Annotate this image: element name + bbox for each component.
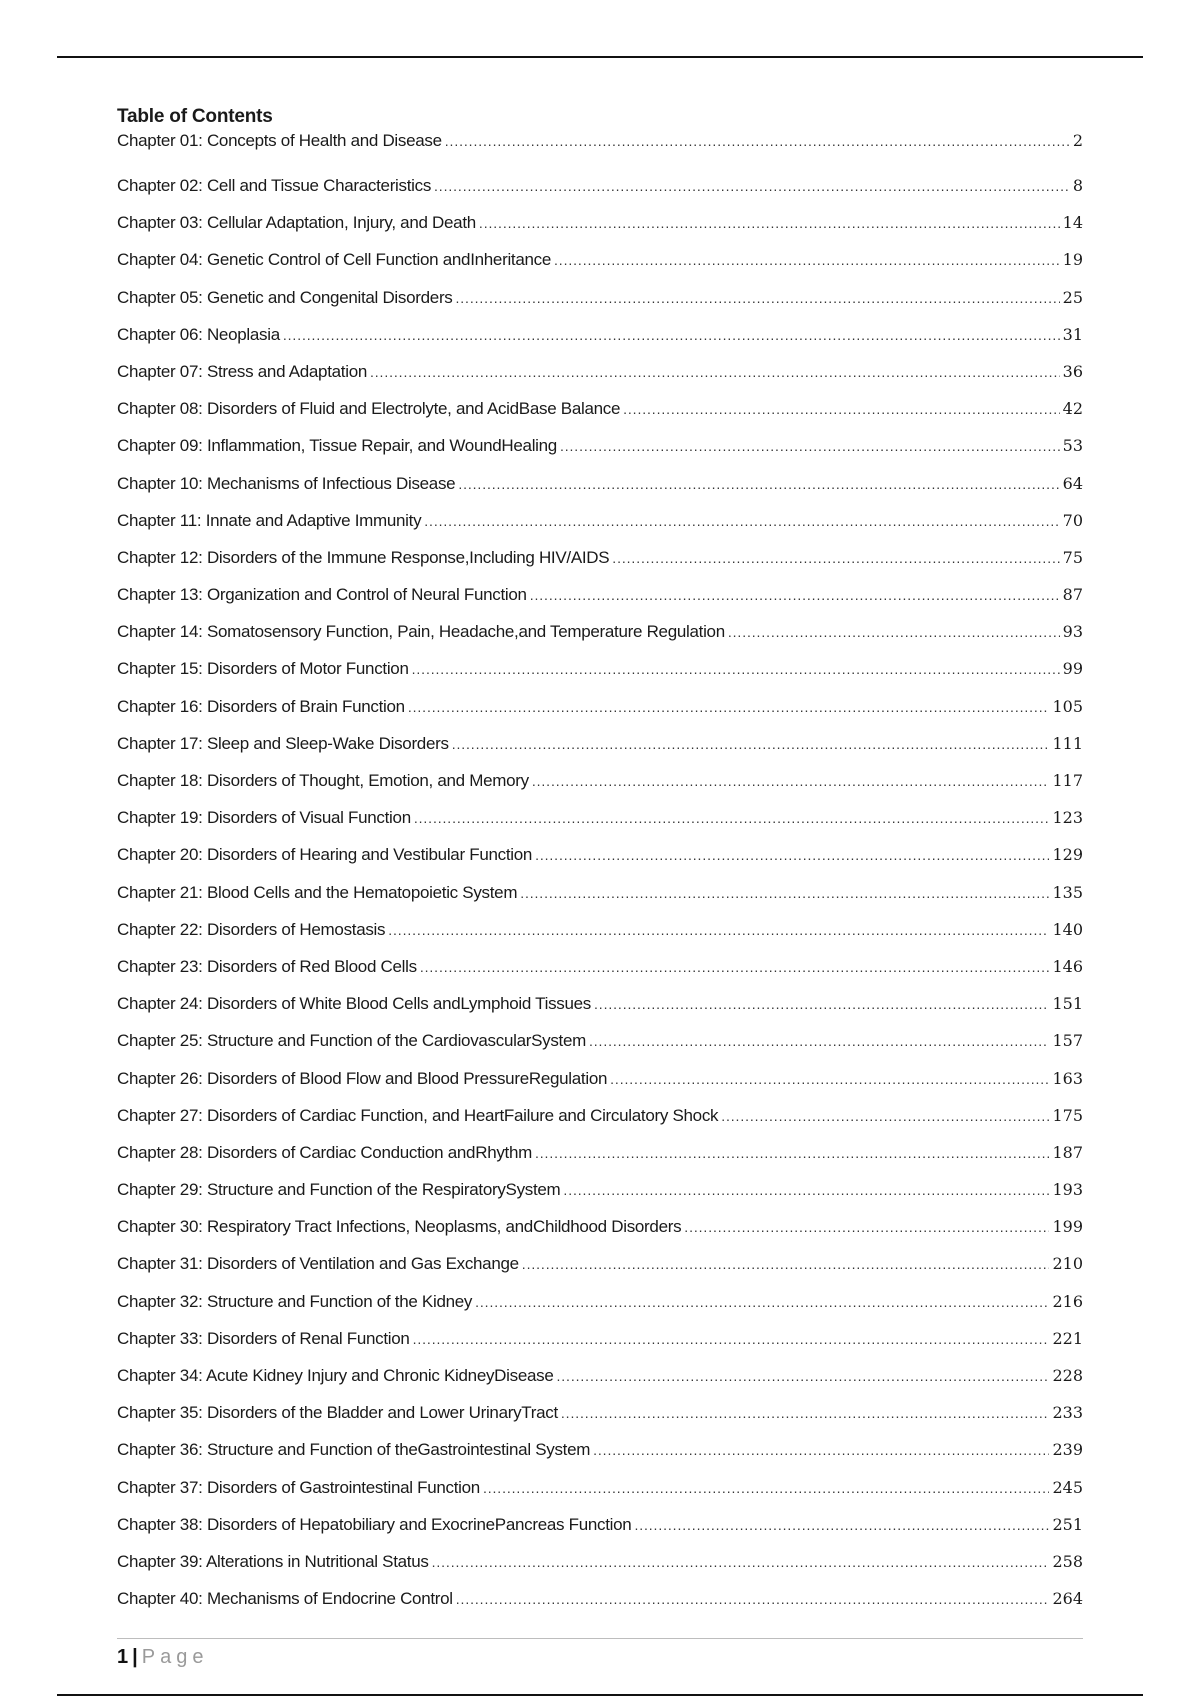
- toc-entry-title: Chapter 16: Disorders of Brain Function: [117, 696, 405, 716]
- toc-entry-36[interactable]: [117, 1431, 1083, 1468]
- toc-entry-page: 228: [1052, 1366, 1083, 1385]
- dot-leader: [479, 205, 1060, 242]
- toc-entry-27[interactable]: [117, 1097, 1083, 1134]
- toc-entry-title: Chapter 07: Stress and Adaptation: [117, 361, 367, 381]
- toc-entry-title: Chapter 36: Structure and Function of theGastrointestinal System: [117, 1440, 591, 1460]
- toc-entry-page: 14: [1062, 213, 1083, 233]
- toc-entry-21[interactable]: [117, 874, 1083, 911]
- toc-entry-title: Chapter 40: Mechanisms of Endocrine Control: [117, 1589, 453, 1609]
- dot-leader: [684, 1209, 1049, 1246]
- dot-leader: [456, 280, 1060, 317]
- dot-leader: [413, 1321, 1050, 1358]
- toc-entry-40[interactable]: [117, 1580, 1083, 1617]
- toc-entry-title: Chapter 31: Disorders of Ventilation and Gas Exchange: [117, 1254, 519, 1274]
- toc-entry-19[interactable]: [117, 799, 1083, 836]
- toc-entry-page: 31: [1062, 324, 1083, 344]
- toc-entry-34[interactable]: [117, 1357, 1083, 1394]
- toc-entry-page: 36: [1062, 361, 1083, 381]
- toc-entry-12[interactable]: [117, 539, 1083, 576]
- toc-entry-page: 221: [1052, 1328, 1083, 1348]
- toc-entry-title: Chapter 23: Disorders of Red Blood Cells: [117, 956, 417, 976]
- dot-leader: [412, 651, 1060, 688]
- toc-entry-title: Chapter 19: Disorders of Visual Function: [117, 808, 411, 828]
- toc-entry-title: Chapter 14: Somatosensory Function, Pain, Headache,and Temperature Regulation: [117, 622, 725, 642]
- dot-leader: [520, 875, 1049, 912]
- table-of-contents: [117, 104, 1083, 1617]
- toc-entry-3[interactable]: [117, 204, 1083, 241]
- toc-entry-page: 199: [1052, 1217, 1083, 1237]
- dot-leader: [408, 689, 1050, 726]
- toc-entry-32[interactable]: [117, 1283, 1083, 1320]
- toc-entry-title: Chapter 35: Disorders of the Bladder and Lower UrinaryTract: [117, 1403, 558, 1423]
- toc-entry-1[interactable]: [117, 130, 1083, 152]
- toc-entry-page: 111: [1052, 733, 1083, 753]
- toc-entry-24[interactable]: [117, 985, 1083, 1022]
- footer-page-label: Page: [141, 1646, 209, 1668]
- toc-entry-22[interactable]: [117, 911, 1083, 948]
- toc-entry-page: 216: [1052, 1291, 1083, 1311]
- toc-entry-26[interactable]: [117, 1060, 1083, 1097]
- toc-entry-10[interactable]: [117, 465, 1083, 502]
- toc-entry-page: 19: [1062, 250, 1083, 270]
- toc-entry-4[interactable]: [117, 241, 1083, 278]
- toc-entry-page: 264: [1052, 1589, 1083, 1609]
- toc-entry-20[interactable]: [117, 836, 1083, 873]
- toc-entry-title: Chapter 33: Disorders of Renal Function: [117, 1328, 410, 1348]
- toc-entry-title: Chapter 02: Cell and Tissue Characteristics: [117, 176, 432, 195]
- toc-entry-6[interactable]: [117, 316, 1083, 353]
- toc-entry-title: Chapter 22: Disorders of Hemostasis: [117, 919, 386, 939]
- toc-entry-page: 93: [1062, 622, 1083, 642]
- toc-entry-39[interactable]: [117, 1543, 1083, 1580]
- toc-entry-page: 64: [1062, 473, 1083, 493]
- toc-entry-page: 163: [1052, 1068, 1083, 1088]
- dot-leader: [420, 949, 1050, 986]
- dot-leader: [623, 391, 1060, 428]
- dot-leader: [370, 354, 1060, 391]
- toc-entry-page: 251: [1052, 1514, 1083, 1534]
- toc-entry-9[interactable]: [117, 427, 1083, 464]
- toc-entry-30[interactable]: [117, 1208, 1083, 1245]
- toc-entry-title: Chapter 10: Mechanisms of Infectious Disease: [117, 473, 456, 493]
- toc-entry-page: 157: [1052, 1031, 1083, 1051]
- dot-leader: [283, 317, 1060, 354]
- toc-entry-23[interactable]: [117, 948, 1083, 985]
- dot-leader: [594, 986, 1049, 1023]
- dot-leader: [721, 1098, 1049, 1135]
- dot-leader: [589, 1023, 1049, 1060]
- toc-entry-13[interactable]: [117, 576, 1083, 613]
- dot-leader: [554, 242, 1060, 279]
- toc-entry-title: Chapter 15: Disorders of Motor Function: [117, 659, 409, 679]
- toc-entry-title: Chapter 38: Disorders of Hepatobiliary and ExocrinePancreas Function: [117, 1514, 632, 1534]
- toc-entry-7[interactable]: [117, 353, 1083, 390]
- toc-entry-title: Chapter 18: Disorders of Thought, Emotion, and Memory: [117, 771, 529, 790]
- page-footer: [117, 1643, 208, 1671]
- toc-entry-title: Chapter 32: Structure and Function of the Kidney: [117, 1291, 473, 1311]
- toc-entry-title: Chapter 34: Acute Kidney Injury and Chronic KidneyDisease: [117, 1366, 554, 1385]
- toc-entry-page: 70: [1062, 510, 1083, 530]
- toc-entry-page: 135: [1052, 882, 1083, 902]
- dot-leader: [434, 168, 1070, 205]
- toc-entry-page: 53: [1062, 436, 1083, 456]
- toc-title: Table of Contents: [117, 106, 273, 127]
- toc-entry-page: 258: [1052, 1551, 1083, 1571]
- dot-leader: [634, 1507, 1049, 1544]
- toc-entry-page: 129: [1052, 845, 1083, 865]
- toc-entry-title: Chapter 24: Disorders of White Blood Cells andLymphoid Tissues: [117, 994, 592, 1014]
- toc-entry-title: Chapter 39: Alterations in Nutritional Status: [117, 1551, 429, 1571]
- dot-leader: [432, 1544, 1050, 1581]
- dot-leader: [388, 912, 1049, 949]
- toc-entry-title: Chapter 29: Structure and Function of the RespiratorySystem: [117, 1180, 561, 1200]
- toc-entry-31[interactable]: [117, 1245, 1083, 1282]
- toc-entry-page: 25: [1062, 287, 1083, 307]
- footer-separator: |: [132, 1646, 138, 1668]
- toc-entry-38[interactable]: [117, 1506, 1083, 1543]
- toc-entry-page: 99: [1062, 659, 1083, 679]
- dot-leader: [728, 614, 1060, 651]
- toc-entry-page: 193: [1052, 1180, 1083, 1200]
- toc-entry-title: Chapter 25: Structure and Function of the CardiovascularSystem: [117, 1031, 586, 1051]
- toc-entry-page: 233: [1052, 1403, 1083, 1423]
- bottom-rule: [57, 1694, 1143, 1696]
- toc-entry-page: 75: [1062, 547, 1083, 567]
- toc-entry-title: Chapter 06: Neoplasia: [117, 324, 280, 344]
- toc-entry-14[interactable]: [117, 613, 1083, 650]
- toc-entry-title: Chapter 37: Disorders of Gastrointestinal Function: [117, 1477, 480, 1497]
- header-rule: [57, 56, 1143, 58]
- toc-entry-35[interactable]: [117, 1394, 1083, 1431]
- toc-entry-page: 42: [1062, 399, 1083, 419]
- toc-entry-title: Chapter 20: Disorders of Hearing and Vestibular Function: [117, 845, 533, 865]
- dot-leader: [610, 1061, 1049, 1098]
- toc-entry-title: Chapter 27: Disorders of Cardiac Function, and HeartFailure and Circulatory Shock: [117, 1105, 719, 1125]
- toc-entry-page: 117: [1052, 771, 1083, 790]
- toc-entry-15[interactable]: [117, 650, 1083, 687]
- dot-leader: [456, 1581, 1050, 1618]
- toc-entry-page: 146: [1052, 956, 1083, 976]
- dot-leader: [560, 428, 1060, 465]
- dot-leader: [593, 1432, 1049, 1469]
- dot-leader: [424, 503, 1059, 540]
- toc-entry-title: Chapter 28: Disorders of Cardiac Conduction andRhythm: [117, 1142, 532, 1162]
- toc-entry-title: Chapter 30: Respiratory Tract Infections, Neoplasms, andChildhood Disorders: [117, 1217, 682, 1237]
- toc-entry-page: 245: [1052, 1477, 1083, 1497]
- dot-leader: [612, 540, 1059, 577]
- toc-entry-2[interactable]: [117, 167, 1083, 204]
- dot-leader: [414, 800, 1050, 837]
- footer-page-number: 1: [117, 1646, 129, 1668]
- dot-leader: [535, 837, 1049, 874]
- toc-entry-page: 105: [1052, 696, 1083, 716]
- toc-entry-title: Chapter 05: Genetic and Congenital Disorders: [117, 287, 453, 307]
- footer-rule: [117, 1638, 1083, 1639]
- dot-leader: [452, 726, 1050, 763]
- toc-entry-page: 2: [1072, 131, 1083, 150]
- toc-entry-11[interactable]: [117, 502, 1083, 539]
- toc-entry-title: Chapter 04: Genetic Control of Cell Function andInheritance: [117, 250, 552, 270]
- toc-entry-page: 175: [1052, 1105, 1083, 1125]
- dot-leader: [458, 466, 1059, 503]
- dot-leader: [557, 1358, 1050, 1395]
- toc-entry-17[interactable]: [117, 725, 1083, 762]
- toc-entry-page: 210: [1052, 1254, 1083, 1274]
- toc-entry-5[interactable]: [117, 279, 1083, 316]
- toc-entry-title: Chapter 09: Inflammation, Tissue Repair, and WoundHealing: [117, 436, 557, 456]
- dot-leader: [522, 1246, 1050, 1283]
- toc-list: [117, 130, 1083, 1617]
- toc-entry-16[interactable]: [117, 688, 1083, 725]
- dot-leader: [445, 130, 1070, 152]
- dot-leader: [475, 1284, 1049, 1321]
- toc-entry-title: Chapter 12: Disorders of the Immune Response,Including HIV/AIDS: [117, 547, 610, 567]
- toc-entry-page: 187: [1052, 1142, 1083, 1162]
- toc-entry-title: Chapter 08: Disorders of Fluid and Electrolyte, and AcidBase Balance: [117, 399, 621, 419]
- toc-entry-title: Chapter 11: Innate and Adaptive Immunity: [117, 510, 422, 530]
- toc-entry-page: 8: [1072, 176, 1083, 195]
- toc-entry-title: Chapter 21: Blood Cells and the Hematopoietic System: [117, 882, 518, 902]
- toc-entry-title: Chapter 13: Organization and Control of Neural Function: [117, 585, 527, 605]
- toc-entry-title: Chapter 01: Concepts of Health and Disease: [117, 131, 442, 150]
- dot-leader: [530, 577, 1060, 614]
- toc-entry-37[interactable]: [117, 1469, 1083, 1506]
- toc-entry-28[interactable]: [117, 1134, 1083, 1171]
- dot-leader: [532, 763, 1050, 800]
- dot-leader: [483, 1470, 1049, 1507]
- toc-entry-page: 239: [1052, 1440, 1083, 1460]
- toc-entry-page: 140: [1052, 919, 1083, 939]
- toc-entry-8[interactable]: [117, 390, 1083, 427]
- toc-entry-page: 151: [1052, 994, 1083, 1014]
- toc-entry-25[interactable]: [117, 1022, 1083, 1059]
- dot-leader: [561, 1395, 1050, 1432]
- toc-entry-title: Chapter 03: Cellular Adaptation, Injury, and Death: [117, 213, 476, 233]
- dot-leader: [535, 1135, 1049, 1172]
- toc-entry-page: 123: [1052, 808, 1083, 828]
- dot-leader: [563, 1172, 1049, 1209]
- toc-entry-29[interactable]: [117, 1171, 1083, 1208]
- toc-entry-33[interactable]: [117, 1320, 1083, 1357]
- toc-entry-title: Chapter 26: Disorders of Blood Flow and Blood PressureRegulation: [117, 1068, 608, 1088]
- toc-entry-page: 87: [1062, 585, 1083, 605]
- toc-entry-title: Chapter 17: Sleep and Sleep-Wake Disorders: [117, 733, 449, 753]
- toc-entry-18[interactable]: [117, 762, 1083, 799]
